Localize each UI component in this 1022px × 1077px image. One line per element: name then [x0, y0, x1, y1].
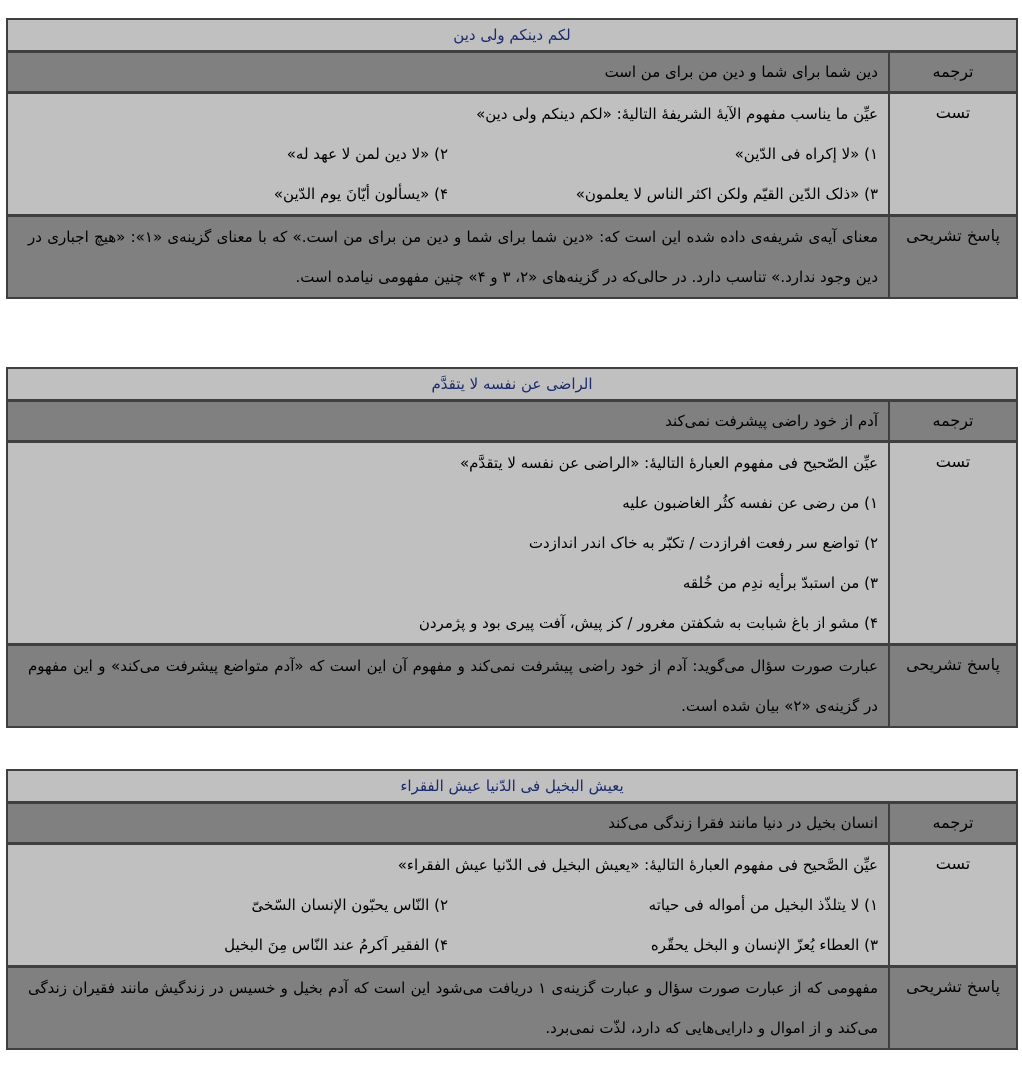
- explanation-label: پاسخ تشریحی: [888, 968, 1016, 1048]
- explanation-row: [8, 646, 1016, 726]
- option-3: ۳) العطاء یُعزّ الإنسان و البخل یحقّره: [650, 936, 878, 954]
- card-1: [6, 18, 1018, 299]
- explanation-text: عبارت صورت سؤال می‌گوید: آدم از خود راضی پیشرفت نمی‌کند و مفهوم آن این است که «آدم متواضع پیشرفت می‌کند» و این مفهوم در گزینه‌ی «۲» بیان شده است.: [28, 657, 878, 715]
- translation-text: انسان بخیل در دنیا مانند فقرا زندگی می‌کند: [608, 814, 878, 832]
- option-1: ۱) لا یتلذّذ البخیل من أمواله فی حیاته: [648, 896, 878, 914]
- translation-text: دین شما برای شما و دین من برای من است: [604, 63, 878, 81]
- translation-label: ترجمه: [888, 53, 1016, 91]
- translation-row: [8, 804, 1016, 845]
- explanation-label: پاسخ تشریحی: [888, 217, 1016, 297]
- option-2: ۲) «لا دین لمن لا عهد له»: [286, 145, 448, 163]
- option-2: ۲) تواضع سر رفعت افرازدت / تکبّر به خاک اندر اندازدت: [528, 534, 878, 552]
- option-4: ۴) الفقیر اَکرمُ عند النّاس مِنَ البخیل: [224, 936, 448, 954]
- test-row: [8, 443, 1016, 646]
- option-3: ۳) من استبدّ برأیه ندِم من خُلقه: [682, 574, 878, 592]
- translation-label: ترجمه: [888, 804, 1016, 842]
- translation-row: [8, 402, 1016, 443]
- test-label: تست: [888, 443, 1016, 643]
- translation-label: ترجمه: [888, 402, 1016, 440]
- test-row: [8, 94, 1016, 217]
- translation-text: آدم از خود راضی پیشرفت نمی‌کند: [665, 412, 878, 430]
- question-text: عیِّن الصّحیح فی مفهوم العبارۀ التالیۀ: «الراضی عن نفسه لا یتقدَّم»: [460, 454, 878, 472]
- translation-row: [8, 53, 1016, 94]
- option-4: ۴) مشو از باغ شبابت به شکفتن مغرور / کز پیش، آفت پیری بود و پژمردن: [418, 614, 878, 632]
- card-2: [6, 367, 1018, 728]
- card-title: الراضی عن نفسه لا یتقدَّم: [8, 369, 1016, 402]
- option-4: ۴) «یسألون أیّانَ یوم الدّین»: [273, 185, 448, 203]
- question-text: عیِّن ما یناسب مفهوم الآیۀ الشریفۀ التالیۀ: «لکم دینکم ولی دین»: [476, 105, 878, 123]
- option-1: ۱) من رضی عن نفسه کثُر الغاضبون علیه: [622, 494, 878, 512]
- card-title: یعیش البخیل فی الدّنیا عیش الفقراء: [8, 771, 1016, 804]
- explanation-row: [8, 968, 1016, 1048]
- explanation-label: پاسخ تشریحی: [888, 646, 1016, 726]
- explanation-text: معنای آیه‌ی شریفه‌ی داده شده این است که: «دین شما برای شما و دین من برای من است.» که با معنای گزینه‌ی «۱»: «هیچ اجباری در دین وجود ندارد.» تناسب دارد. در حالی‌که در گزینه‌های «۲، ۳ و ۴» چنین مفهومی نیامده است.: [28, 228, 878, 286]
- card-3: [6, 769, 1018, 1050]
- test-row: [8, 845, 1016, 968]
- card-title: لکم دینکم ولی دین: [8, 20, 1016, 53]
- explanation-row: [8, 217, 1016, 297]
- test-label: تست: [888, 845, 1016, 965]
- question-text: عیِّن الصَّحیح فی مفهوم العبارۀ التالیۀ: «یعیش البخیل فی الدّنیا عیش الفقراء»: [397, 856, 878, 874]
- test-label: تست: [888, 94, 1016, 214]
- option-3: ۳) «ذلک الدّین القیّم ولکن اکثر الناس لا یعلمون»: [575, 185, 878, 203]
- option-1: ۱) «لا إکراه فی الدّین»: [734, 145, 878, 163]
- option-2: ۲) النّاس یحبّون الإنسان السّخیّ: [251, 896, 448, 914]
- explanation-text: مفهومی که از عبارت صورت سؤال و عبارت گزینه‌ی ۱ دریافت می‌شود این است که آدم بخیل و خسیس در زندگیش مانند فقیران زندگی می‌کند و از اموال و دارایی‌هایی که دارد، لذّت نمی‌برد.: [28, 979, 878, 1037]
